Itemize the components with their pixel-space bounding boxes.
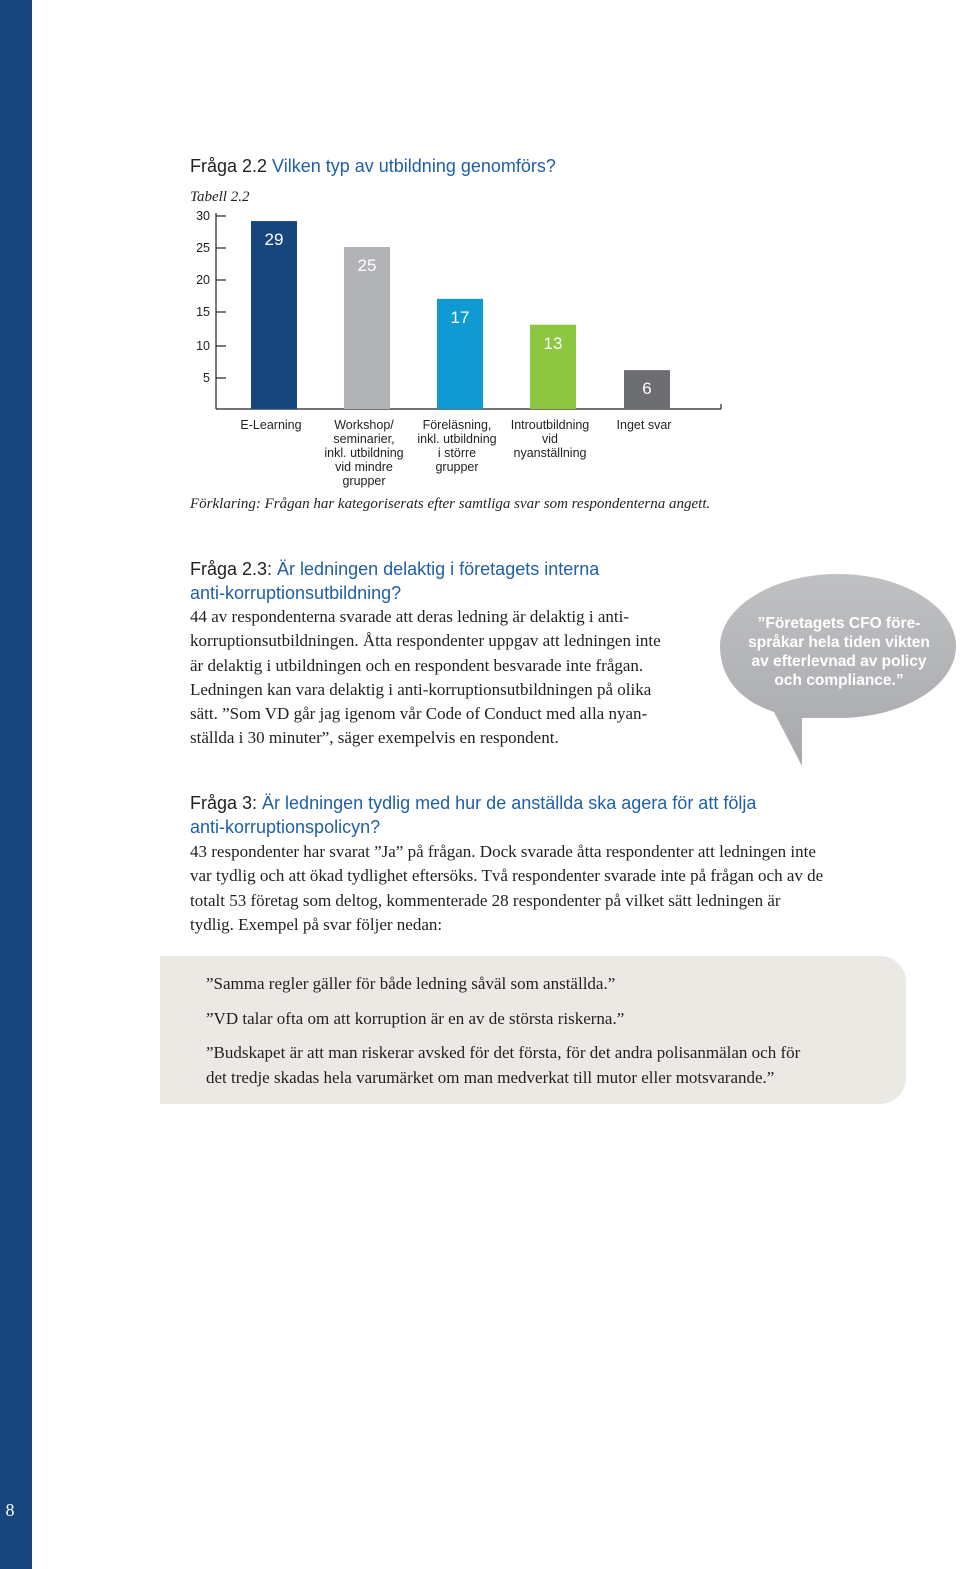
bar-value-label: 13 xyxy=(543,333,563,353)
question-2-3-heading xyxy=(190,557,599,605)
answer-line: korruptionsutbildningen. Åtta respondenter uppgav att ledningen inte xyxy=(190,631,661,651)
category-label: vid xyxy=(542,432,558,446)
question-2-2-heading xyxy=(190,154,556,178)
question-2-3-answer xyxy=(190,605,661,751)
speech-bubble xyxy=(718,572,958,772)
category-label: vid mindre xyxy=(335,460,393,474)
chart-caption: Förklaring: Frågan har kategoriserats efter samtliga svar som respondenterna angett. xyxy=(190,496,711,512)
y-tick-label: 15 xyxy=(196,305,210,319)
answer-line: Ledningen kan vara delaktig i anti-korruptionsutbildningen på olika xyxy=(190,679,652,699)
bar-value-label: 25 xyxy=(357,256,377,275)
y-tick-label: 20 xyxy=(196,273,210,287)
bubble-line: språkar hela tiden vikten xyxy=(748,634,930,651)
category-label: E-Learning xyxy=(240,418,302,432)
question-3-answer xyxy=(190,840,823,937)
answer-line: 44 av respondenterna svarade att deras ledning är delaktig i anti- xyxy=(190,607,629,626)
question-3-heading xyxy=(190,791,756,839)
bar-value-label: 29 xyxy=(264,230,284,250)
y-tick-label: 10 xyxy=(196,339,210,353)
category-label: grupper xyxy=(342,474,386,488)
question-3-line2: anti-korruptionspolicyn? xyxy=(190,817,381,837)
category-label: inkl. utbildning xyxy=(324,446,404,460)
quote-3 xyxy=(206,1040,800,1090)
answer-line: ställda i 30 minuter”, säger exempelvis en respondent. xyxy=(190,728,559,748)
bubble-line: ”Företagets CFO före- xyxy=(757,615,921,632)
answer-line: var tydlig och att ökad tydlighet eftersöks. Två respondenter svarade inte på frågan och av de xyxy=(190,866,824,886)
bubble-line: av efterlevnad av policy xyxy=(751,653,927,670)
question-2-3-line1: Är ledningen delaktig i företagets interna xyxy=(277,559,600,579)
quote-3-line: ”Budskapet är att man riskerar avsked för det första, för det andra polisanmälan och för xyxy=(206,1043,801,1062)
speech-bubble-shape xyxy=(720,574,956,766)
answer-line: tydlig. Exempel på svar följer nedan: xyxy=(190,914,443,934)
bar-chart xyxy=(0,200,960,500)
answer-line: är delaktig i utbildningen och en respondent besvarade inte frågan. xyxy=(190,655,644,675)
question-2-2-prefix: Fråga 2.2 xyxy=(190,156,273,176)
quote-3-line: det tredje skadas hela varumärket om man medverkat till mutor eller motsvarande.” xyxy=(206,1068,775,1087)
page-number: 8 xyxy=(5,1500,15,1520)
category-label: Introutbildning xyxy=(510,418,590,432)
category-label: i större xyxy=(437,446,477,460)
category-label: nyanställning xyxy=(513,446,587,460)
category-label: Föreläsning, xyxy=(422,418,492,432)
category-label: seminarier, xyxy=(333,432,395,446)
question-2-3-line2: anti-korruptionsutbildning? xyxy=(190,583,402,603)
question-3-prefix: Fråga 3: xyxy=(190,793,263,813)
answer-line: totalt 53 företag som deltog, kommenterade 28 respondenter på vilket sätt ledningen är xyxy=(190,890,781,910)
y-tick-label: 25 xyxy=(196,241,210,255)
bubble-line: och compliance.” xyxy=(774,672,904,689)
question-3-line1: Är ledningen tydlig med hur de anställda ska agera för att följa xyxy=(262,793,757,813)
quote-1: ”Samma regler gäller för både ledning såväl som anställda.” xyxy=(206,974,616,993)
answer-line: 43 respondenter har svarat ”Ja” på frågan. Dock svarade åtta respondenter att ledningen inte xyxy=(190,842,816,861)
category-label: inkl. utbildning xyxy=(417,432,497,446)
y-tick-label: 5 xyxy=(203,371,210,385)
category-label: Workshop/ xyxy=(334,418,394,432)
question-2-3-prefix: Fråga 2.3: xyxy=(190,559,278,579)
category-label: Inget svar xyxy=(616,418,672,432)
quote-2: ”VD talar ofta om att korruption är en av de största riskerna.” xyxy=(206,1009,625,1028)
question-2-2-text: Vilken typ av utbildning genomförs? xyxy=(272,156,556,176)
bar-value-label: 6 xyxy=(642,379,652,399)
category-label: grupper xyxy=(435,460,479,474)
bar xyxy=(251,221,297,409)
y-tick-label: 30 xyxy=(196,209,210,223)
bar-value-label: 17 xyxy=(450,307,470,327)
table-label: Tabell 2.2 xyxy=(190,189,250,205)
answer-line: sätt. ”Som VD går jag igenom vår Code of Conduct med alla nyan- xyxy=(190,704,648,724)
